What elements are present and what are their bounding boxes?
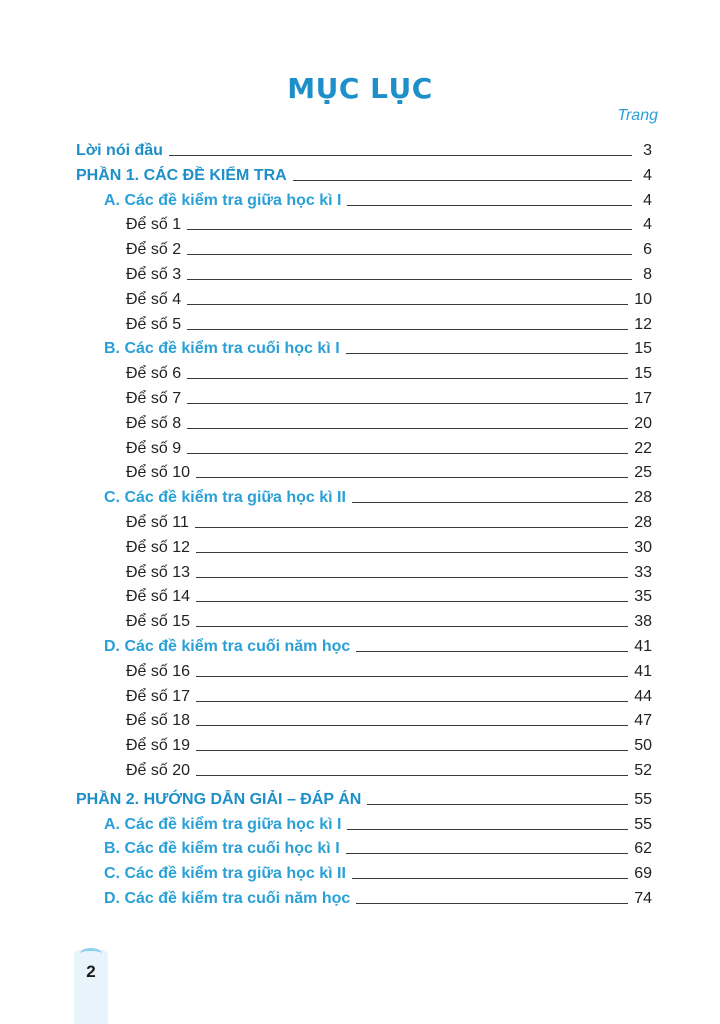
toc-entry-label: Để số 11 bbox=[126, 514, 189, 531]
toc-entry-label: Để số 4 bbox=[126, 291, 182, 308]
toc-entry-page: 22 bbox=[634, 440, 652, 457]
toc-leader-line bbox=[187, 377, 628, 379]
toc-entry-page: 12 bbox=[634, 316, 652, 333]
toc-entry[interactable] bbox=[126, 584, 652, 606]
toc-leader-line bbox=[352, 501, 628, 503]
toc-entry-label: Để số 5 bbox=[126, 316, 182, 333]
toc-entry-page: 55 bbox=[634, 816, 652, 833]
toc-entry-label: Lời nói đầu bbox=[76, 142, 163, 159]
toc-entry-page: 52 bbox=[634, 762, 652, 779]
toc-entry-label: Để số 10 bbox=[126, 464, 191, 481]
page-tab-decoration bbox=[80, 948, 102, 959]
toc-leader-line bbox=[187, 253, 632, 255]
toc-entry-page: 4 bbox=[643, 192, 652, 209]
toc-entry[interactable] bbox=[76, 138, 652, 160]
toc-entry-label: Để số 12 bbox=[126, 539, 191, 556]
toc-entry[interactable] bbox=[76, 163, 652, 185]
toc-entry-label: Để số 16 bbox=[126, 663, 191, 680]
toc-entry-label: B. Các đề kiểm tra cuối học kì I bbox=[104, 840, 340, 857]
toc-entry-page: 30 bbox=[634, 539, 652, 556]
toc-entry[interactable] bbox=[126, 460, 652, 482]
toc-leader-line bbox=[196, 675, 628, 677]
toc-leader-line bbox=[195, 526, 628, 528]
toc-entry-label: Để số 19 bbox=[126, 737, 191, 754]
toc-entry-page: 35 bbox=[634, 588, 652, 605]
toc-leader-line bbox=[347, 828, 628, 830]
toc-entry[interactable] bbox=[126, 212, 652, 234]
toc-leader-line bbox=[169, 154, 632, 156]
toc-entry-label: PHẦN 2. HƯỚNG DẪN GIẢI – ĐÁP ÁN bbox=[76, 791, 362, 808]
toc-leader-line bbox=[187, 228, 632, 230]
toc-entry-page: 17 bbox=[634, 390, 652, 407]
toc-entry[interactable] bbox=[126, 262, 652, 284]
toc-entry[interactable] bbox=[126, 659, 652, 681]
toc-entry-label: C. Các đề kiểm tra giữa học kì II bbox=[104, 865, 346, 882]
toc-entry-page: 15 bbox=[634, 340, 652, 357]
toc-entry[interactable] bbox=[126, 708, 652, 730]
toc-entry-label: PHẦN 1. CÁC ĐỀ KIỂM TRA bbox=[76, 167, 287, 184]
toc-leader-line bbox=[367, 803, 628, 805]
toc-leader-line bbox=[196, 600, 628, 602]
toc-entry-page: 55 bbox=[634, 791, 652, 808]
toc-entry-page: 33 bbox=[634, 564, 652, 581]
toc-entry[interactable] bbox=[126, 361, 652, 383]
toc-entry[interactable] bbox=[126, 609, 652, 631]
toc-entry-label: Để số 17 bbox=[126, 688, 191, 705]
toc-entry[interactable] bbox=[104, 812, 652, 834]
toc-entry[interactable] bbox=[126, 411, 652, 433]
toc-entry-label: B. Các đề kiểm tra cuối học kì I bbox=[104, 340, 340, 357]
toc-entry-page: 3 bbox=[643, 142, 652, 159]
toc-entry-label: D. Các đề kiểm tra cuối năm học bbox=[104, 638, 351, 655]
toc-entry-label: Để số 9 bbox=[126, 440, 182, 457]
toc-entry-label: Để số 1 bbox=[126, 216, 182, 233]
toc-entry[interactable] bbox=[126, 684, 652, 706]
toc-entry-label: Để số 14 bbox=[126, 588, 191, 605]
toc-entry-page: 28 bbox=[634, 489, 652, 506]
toc-entry[interactable] bbox=[104, 836, 652, 858]
toc-entry-label: A. Các đề kiểm tra giữa học kì I bbox=[104, 816, 342, 833]
toc-entry-page: 50 bbox=[634, 737, 652, 754]
toc-entry-page: 62 bbox=[634, 840, 652, 857]
toc-entry-page: 20 bbox=[634, 415, 652, 432]
toc-entry[interactable] bbox=[126, 312, 652, 334]
toc-leader-line bbox=[196, 700, 628, 702]
toc-entry-label: Để số 6 bbox=[126, 365, 182, 382]
toc-entry[interactable] bbox=[104, 485, 652, 507]
page-number: 2 bbox=[86, 962, 96, 981]
toc-leader-line bbox=[196, 749, 628, 751]
toc-leader-line bbox=[346, 352, 629, 354]
toc-leader-line bbox=[187, 278, 632, 280]
toc-entry[interactable] bbox=[104, 336, 652, 358]
toc-leader-line bbox=[187, 427, 628, 429]
toc-entry[interactable] bbox=[126, 287, 652, 309]
page-column-label: Trang bbox=[617, 107, 658, 124]
toc-leader-line bbox=[187, 328, 628, 330]
toc-leader-line bbox=[196, 551, 628, 553]
toc-entry[interactable] bbox=[126, 560, 652, 582]
toc-entry-page: 44 bbox=[634, 688, 652, 705]
toc-entry[interactable] bbox=[126, 733, 652, 755]
toc-entry-label: Để số 3 bbox=[126, 266, 182, 283]
toc-leader-line bbox=[187, 402, 628, 404]
toc-entry[interactable] bbox=[126, 237, 652, 259]
toc-leader-line bbox=[346, 852, 629, 854]
toc-entry-page: 41 bbox=[634, 663, 652, 680]
toc-leader-line bbox=[352, 877, 628, 879]
toc-leader-line bbox=[196, 724, 628, 726]
toc-entry[interactable] bbox=[126, 535, 652, 557]
toc-leader-line bbox=[196, 576, 628, 578]
toc-entry-page: 69 bbox=[634, 865, 652, 882]
toc-entry-label: Để số 8 bbox=[126, 415, 182, 432]
toc-entry-page: 74 bbox=[634, 890, 652, 907]
toc-entry-label: Để số 7 bbox=[126, 390, 182, 407]
toc-leader-line bbox=[196, 625, 628, 627]
toc-entry-label: Để số 20 bbox=[126, 762, 191, 779]
toc-entry-label: Để số 15 bbox=[126, 613, 191, 630]
toc-entry-label: C. Các đề kiểm tra giữa học kì II bbox=[104, 489, 346, 506]
toc-entry-page: 10 bbox=[634, 291, 652, 308]
toc-entry-page: 6 bbox=[643, 241, 652, 258]
toc-leader-line bbox=[187, 303, 628, 305]
toc-entry-page: 25 bbox=[634, 464, 652, 481]
toc-entry-page: 15 bbox=[634, 365, 652, 382]
toc-leader-line bbox=[293, 179, 632, 181]
toc-entry-page: 8 bbox=[643, 266, 652, 283]
toc-entry[interactable] bbox=[126, 436, 652, 458]
toc-entry-page: 4 bbox=[643, 216, 652, 233]
toc-entry-label: Để số 18 bbox=[126, 712, 191, 729]
toc-entry-label: A. Các đề kiểm tra giữa học kì I bbox=[104, 192, 342, 209]
toc-entry-label: Để số 2 bbox=[126, 241, 182, 258]
toc-leader-line bbox=[356, 650, 628, 652]
toc-leader-line bbox=[347, 204, 632, 206]
toc-entry[interactable] bbox=[126, 510, 652, 532]
toc-entry[interactable] bbox=[104, 634, 652, 656]
toc-entry-page: 28 bbox=[634, 514, 652, 531]
toc-leader-line bbox=[187, 452, 628, 454]
toc-entry[interactable] bbox=[104, 861, 652, 883]
toc-entry[interactable] bbox=[76, 787, 652, 809]
toc-leader-line bbox=[356, 902, 628, 904]
toc-entry[interactable] bbox=[126, 386, 652, 408]
toc-leader-line bbox=[196, 476, 628, 478]
toc-entry-page: 47 bbox=[634, 712, 652, 729]
toc-entry-label: Để số 13 bbox=[126, 564, 191, 581]
toc-entry[interactable] bbox=[126, 758, 652, 780]
toc-entry[interactable] bbox=[104, 188, 652, 210]
toc-leader-line bbox=[196, 774, 628, 776]
toc-entry-page: 4 bbox=[643, 167, 652, 184]
toc-entry-page: 38 bbox=[634, 613, 652, 630]
toc-entry-label: D. Các đề kiểm tra cuối năm học bbox=[104, 890, 351, 907]
page-title: MỤC LỤC bbox=[287, 72, 433, 105]
toc-entry-page: 41 bbox=[634, 638, 652, 655]
toc-entry[interactable] bbox=[104, 886, 652, 908]
